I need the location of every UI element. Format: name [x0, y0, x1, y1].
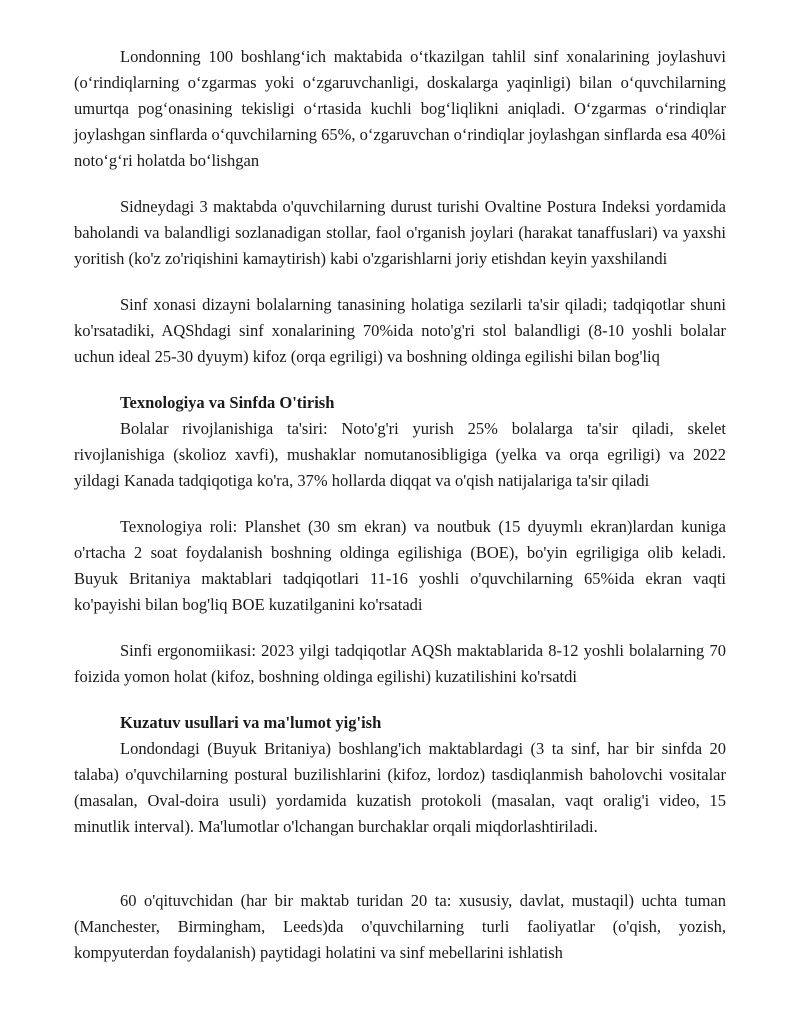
paragraph-technology-role: Texnologiya roli: Planshet (30 sm ekran) va noutbuk (15 dyuymlı ekran)lardan kuniga o'rtacha 2 soat foydalanish boshning oldinga egilishiga (BOE), bo'yin egriligiga olib keladi. Buyuk Britaniya maktablari tadqiqotlari 11-16 yoshli o'quvchilarning 65%ida ekran vaqti ko'payishi bilan bog'liq BOE kuzatilganini ko'rsatadi: [74, 517, 726, 614]
paragraph-classroom-design: Sinf xonasi dizayni bolalarning tanasining holatiga sezilarli ta'sir qiladi; tadqiqotlar shuni ko'rsatadiki, AQShdagi sinf xonalarining 70%ida noto'g'ri stol balandligi (8-10 yoshli bolalar uchun ideal 25-30 dyuym) kifoz (orqa egriligi) va boshning oldinga egilishi bilan bog'liq: [74, 295, 726, 366]
paragraph-london-seating: Londonning 100 boshlang‘ich maktabida o‘tkazilgan tahlil sinf xonalarining joylashuvi (o‘rindiqlarning o‘zgarmas yoki o‘zgaruvchanligi, doskalarga yaqinligi) bilan o‘quvchilarning umurtqa pog‘onasining tekisligi o‘rtasida kuchli bog‘liqlikni aniqladi. O‘zgarmas o‘rindiqlar joylashgan sinflarda o‘quvchilarning 65%, o‘zgaruvchan o‘rindiqlar joylashgan sinflarda esa 40%i noto‘g‘ri holatda bo‘lishgan: [74, 47, 726, 170]
paragraph-sydney-posture: Sidneydagi 3 maktabda o'quvchilarning durust turishi Ovaltine Postura Indeksi yordamida baholandi va balandligi sozlanadigan stollar, faol o'rganish joylari (harakat tanaffuslari) va yaxshi yoritish (ko'z zo'riqishini kamaytirish) kabi o'zgarishlarni joriy etishdan keyin yaxshilandi: [74, 197, 726, 268]
section-heading-methods: Kuzatuv usullari va ma'lumot yig'ish: [120, 713, 382, 732]
section-heading-technology: Texnologiya va Sinfda O'tirish: [120, 393, 335, 412]
paragraph-observation-protocol: Londondagi (Buyuk Britaniya) boshlang'ich maktablardagi (3 ta sinf, har bir sinfda 20 talaba) o'quvchilarning postural buzilishlarini (kifoz, lordoz) tasdiqlanmish baholovchi vositalar (masalan, Oval-doira usuli) yordamida kuzatish protokoli (masalan, vaqt oralig'i video, 15 minutlik interval). Ma'lumotlar o'lchangan burchaklar orqali miqdorlashtiriladi.: [74, 739, 726, 836]
paragraph-child-development: Bolalar rivojlanishiga ta'siri: Noto'g'ri yurish 25% bolalarga ta'sir qiladi, skelet rivojlanishiga (skolioz xavfi), mushaklar nomutanosibligiga (yelka va orqa egriligi) va 2022 yildagi Kanada tadqiqotiga ko'ra, 37% hollarda diqqat va o'qish natijalariga ta'sir qiladi: [74, 419, 726, 490]
paragraph-ergonomics: Sinfi ergonomiikasi: 2023 yilgi tadqiqotlar AQSh maktablarida 8-12 yoshli bolalarning 70 foizida yomon holat (kifoz, boshning oldinga egilishi) kuzatilishini ko'rsatdi: [74, 641, 726, 686]
paragraph-teacher-survey: 60 o'qituvchidan (har bir maktab turidan 20 ta: xususiy, davlat, mustaqil) uchta tuman (Manchester, Birmingham, Leeds)da o'quvchilarning turli faoliyatlar (o'qish, yozish, kompyuterdan foydalanish) paytidagi holatini va sinf mebellarini ishlatish: [74, 891, 726, 962]
